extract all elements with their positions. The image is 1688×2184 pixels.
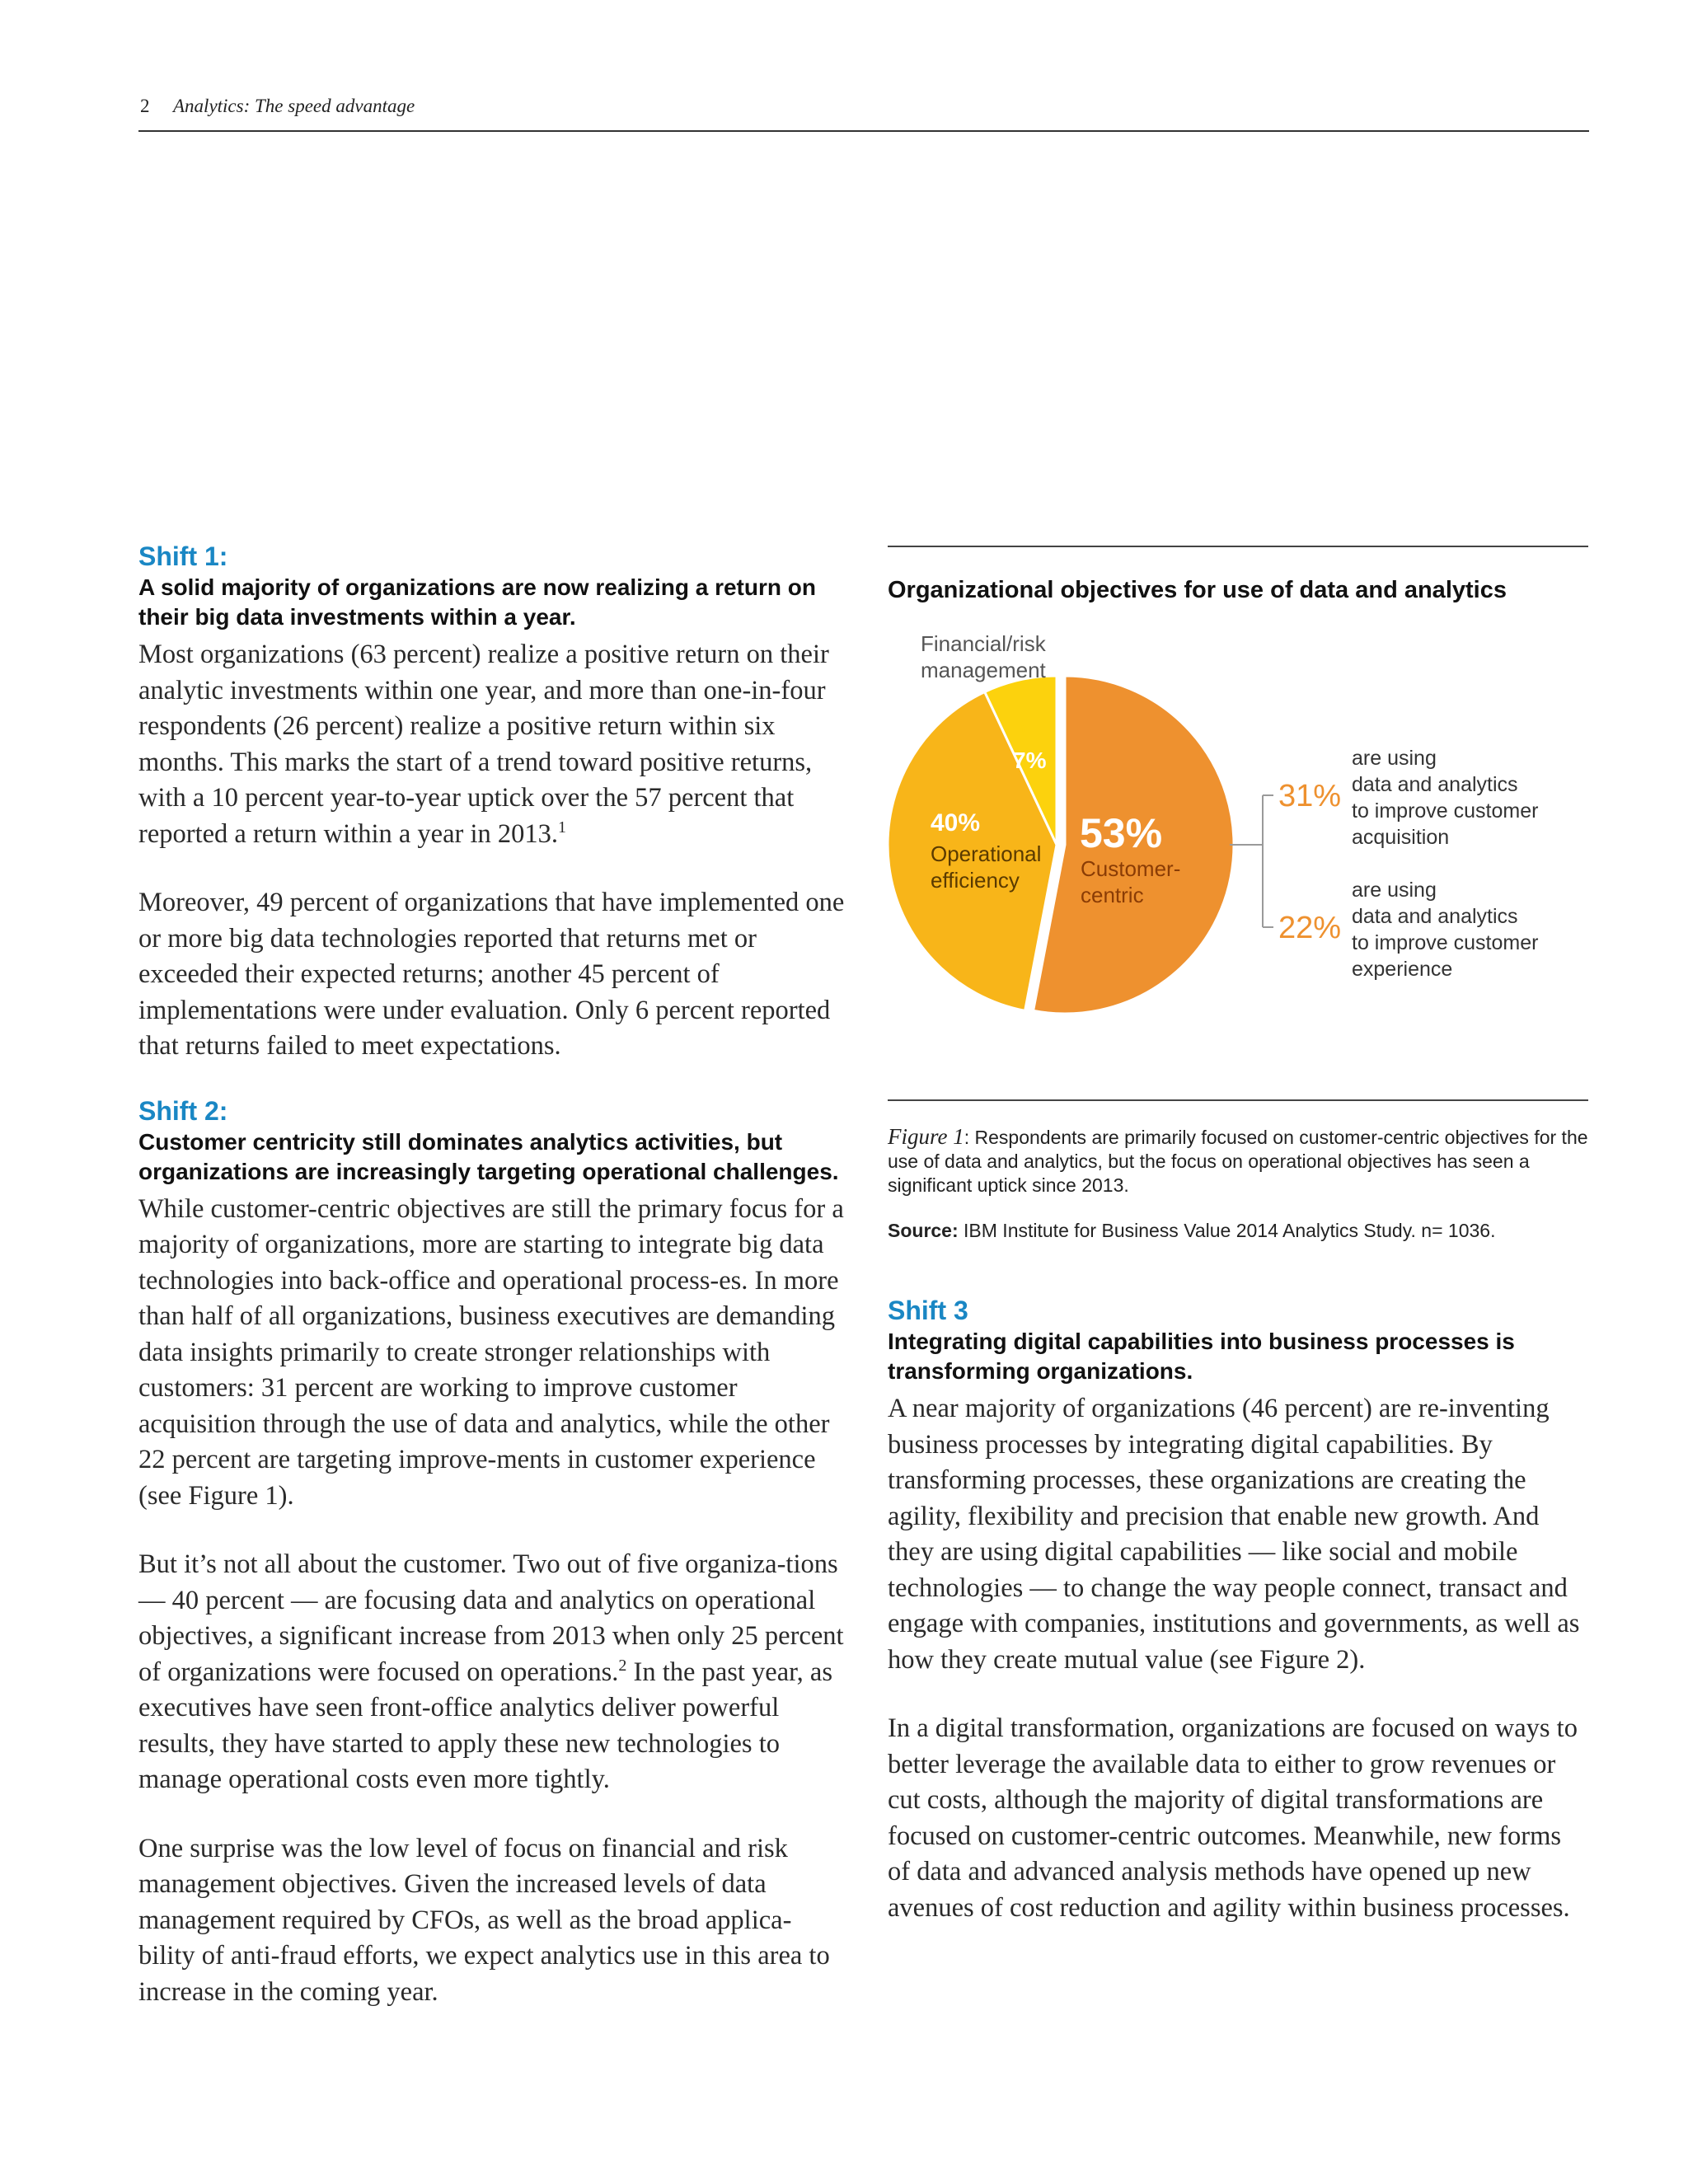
page-number: 2 — [140, 96, 150, 116]
pie-chart — [888, 626, 1588, 1038]
footnote-ref: 1 — [558, 818, 566, 837]
shift-3-label: Shift 3 — [888, 1296, 968, 1325]
slice-name-label: centric — [1081, 883, 1144, 907]
slice-name-label: Customer- — [1081, 856, 1181, 881]
shift-3-subtitle: Integrating digital capabilities into business processes is transforming organizations. — [888, 1329, 1515, 1384]
shift-3-paragraph-2: In a digital transformation, organizations are focused on ways to better leverage the available data to either to grow revenues or cut costs, although the majority of digital transformations are focused on customer-centric outcomes. Meanwhile, new forms of data and advanced analysis methods have opened up new avenues of cost reduction and agility within business processes. — [888, 1713, 1578, 1923]
slice-pct-label: 53% — [1080, 810, 1163, 856]
breakdown-text: data and analytics — [1352, 905, 1518, 928]
breakdown-text: to improve customer — [1352, 799, 1539, 823]
shift-2-subtitle: Customer centricity still dominates analytics activities, but organizations are increasingly targeting operational challenges. — [138, 1128, 839, 1184]
breakdown-text: are using — [1352, 879, 1437, 902]
breakdown-text: are using — [1352, 747, 1437, 770]
breakdown-text: data and analytics — [1352, 773, 1518, 796]
breakdown-text: experience — [1352, 958, 1453, 981]
chart-top-rule — [888, 546, 1588, 547]
source-text: IBM Institute for Business Value 2014 Analytics Study. n= 1036. — [958, 1220, 1496, 1241]
figure-caption — [888, 1125, 1597, 1197]
callout-bracket — [1230, 795, 1263, 927]
shift-1-label: Shift 1: — [138, 541, 228, 571]
source-label: Source: — [888, 1220, 959, 1241]
slice-name-label: management — [921, 658, 1046, 682]
running-header — [138, 92, 1589, 132]
slice-name-label: Operational — [931, 841, 1042, 866]
shift-1-paragraph-1: Most organizations (63 percent) realize a positive return on their analytic investments within one year, and more than one-in-four respondents (26 percent) realize a positive return within six months. This marks the start of a trend toward positive returns, with a 10 percent year-to-year uptick over the 57 percent that reported a return within a year in 2013.$^1$ — [138, 640, 829, 849]
slice-name-label: Financial/risk — [921, 631, 1046, 656]
breakdown-pct: 22% — [1278, 911, 1342, 945]
slice-pct-label: 40% — [931, 809, 981, 837]
shift-2-paragraph-1: While customer-centric objectives are still the primary focus for a majority of organizations, more are starting to integrate big data technologies into back-office and operational process-es. In more than half of all organizations, business executives are demanding data insights primarily to create stronger relationships with customers: 31 percent are working to improve customer acquisition through the use of data and analytics, while the other 22 percent are targeting improve-ments in customer experience (see Figure 1). — [138, 1193, 844, 1511]
left-column — [138, 540, 847, 2010]
shift-2-section — [138, 1094, 847, 2011]
shift-1-section — [138, 540, 847, 1065]
breakdown-text: to improve customer — [1352, 931, 1539, 954]
slice-pct-label: 7% — [1013, 748, 1047, 773]
right-column — [888, 1294, 1588, 1926]
document-title: Analytics: The speed advantage — [173, 96, 415, 116]
shift-2-paragraph-2: But it’s not all about the customer. Two out of five organiza-tions — 40 percent — are focusing data and analytics on operational objectives, a significant increase from 2013 when only 25 percent of organizations were focused on operations.$^2$ In the past year, as executives have seen front-office analytics deliver powerful results, they have started to apply these new technologies to manage operational costs even more tightly. — [138, 1549, 844, 1794]
slice-name-label: efficiency — [931, 868, 1020, 893]
breakdown-text: acquisition — [1352, 826, 1450, 849]
shift-2-label: Shift 2: — [138, 1095, 228, 1126]
shift-2-paragraph-3: One surprise was the low level of focus on financial and risk management objectives. Given the increased levels of data management required by CFOs, as well as the broad applica-bility of anti-fraud efforts, we expect analytics use in this area to increase in the coming year. — [138, 1833, 830, 2007]
shift-3-paragraph-1: A near majority of organizations (46 percent) are re-inventing business processes by integrating digital capabilities. By transforming processes, these organizations are creating the agility, flexibility and precision that enable new growth. And they are using digital capabilities — like social and mobile technologies — to change the way people connect, transact and engage with companies, institutions and governments, as well as how they create mutual value (see Figure 2). — [888, 1394, 1580, 1675]
figure-caption-text: : Respondents are primarily focused on customer-centric objectives for the use of data and analytics, but the focus on operational objectives has seen a significant uptick since 2013. — [888, 1127, 1588, 1196]
breakdown-callouts — [1230, 747, 1538, 981]
chart-title: Organizational objectives for use of data and analytics — [888, 577, 1507, 603]
source-line — [888, 1220, 1597, 1242]
chart-bottom-rule — [888, 1099, 1588, 1101]
shift-1-subtitle: A solid majority of organizations are now realizing a return on their big data investments within a year. — [138, 574, 816, 630]
figure-label: Figure 1 — [888, 1124, 964, 1149]
breakdown-pct: 31% — [1278, 779, 1342, 813]
shift-3-section — [888, 1294, 1588, 1926]
shift-1-paragraph-2: Moreover, 49 percent of organizations that have implemented one or more big data technologies reported that returns met or exceeded their expected returns; another 45 percent of implementations were under evaluation. Only 6 percent reported that returns failed to meet expectations. — [138, 888, 845, 1061]
footnote-ref: 2 — [618, 1656, 627, 1675]
